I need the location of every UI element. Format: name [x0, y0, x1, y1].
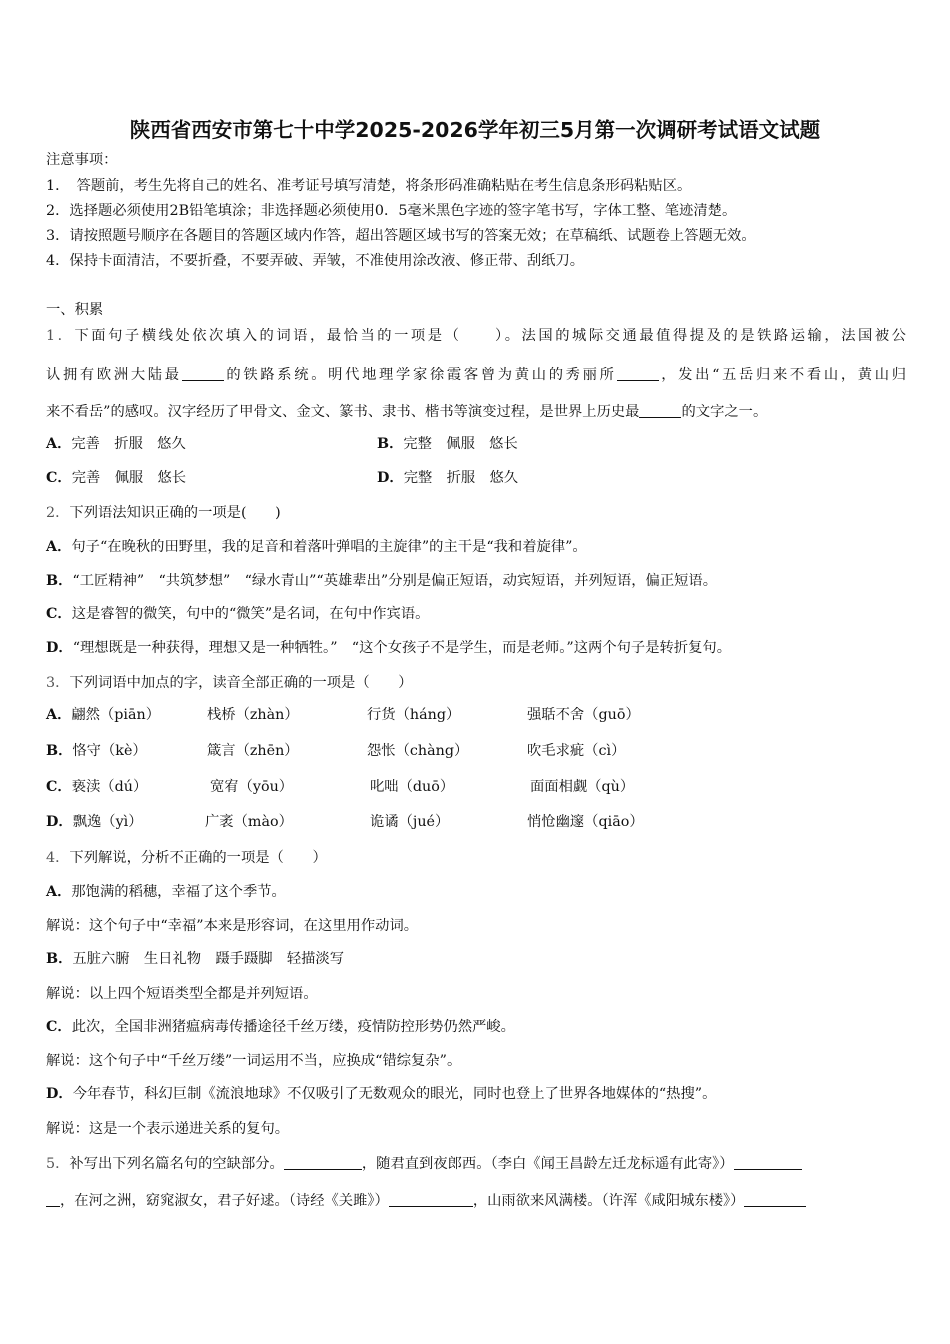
- question-text: 下列词语中加点的字，读音全部正确的一项是（ ）: [69, 675, 413, 691]
- option-a[interactable]: [46, 436, 186, 453]
- option-word: 吹毛求疵（cì）: [527, 743, 626, 759]
- option-text: 这是睿智的微笑，句中的“微笑”是名词，在句中作宾语。: [71, 606, 430, 622]
- option-text: “工匠精神” “共筑梦想” “绿水青山”“英雄辈出”分别是偏正短语，动宾短语，并列短语，偏正短语。: [72, 573, 718, 589]
- question-number: 2．: [46, 505, 70, 521]
- option-word: 恪守（kè）: [72, 743, 147, 759]
- answer-blank[interactable]: [639, 403, 681, 418]
- option-word: 悄怆幽邃（qiāo）: [527, 814, 644, 830]
- explanation: 解说：以上四个短语类型全都是并列短语。: [46, 986, 318, 1002]
- question-text: ，山雨欲来风满楼。（许浑《咸阳城东楼》）: [472, 1193, 745, 1209]
- explanation: 解说：这个句子中“千丝万缕”一词运用不当，应换成“错综复杂”。: [46, 1053, 462, 1069]
- option-key: B．: [377, 436, 404, 452]
- question-number: 3．: [46, 675, 70, 691]
- question-text: ，在河之洲，窈窕淑女，君子好逑。（诗经《关雎》）: [60, 1193, 389, 1209]
- page-title: 陕西省西安市第七十中学2025-2026学年初三5月第一次调研考试语文试题: [129, 118, 821, 142]
- question-number: 1．: [46, 328, 75, 344]
- option-key: C．: [46, 470, 72, 486]
- explanation: 解说：这个句子中“幸福”本来是形容词，在这里用作动词。: [46, 918, 419, 934]
- notice-item: 1． 答题前，考生先将自己的姓名、准考证号填写清楚，将条形码准确粘贴在考生信息条形码粘贴区。: [46, 178, 692, 194]
- option-word: 亵渎（dú）: [71, 779, 148, 795]
- option-text: 今年春节，科幻巨制《流浪地球》不仅吸引了无数观众的眼光，同时也登上了世界各地媒体的“热搜”。: [72, 1086, 717, 1102]
- option-key: D．: [377, 470, 404, 486]
- option-c[interactable]: [46, 606, 429, 623]
- answer-blank[interactable]: [734, 1155, 802, 1170]
- answer-blank[interactable]: [617, 366, 659, 381]
- option-word: 栈桥（zhàn）: [207, 707, 299, 723]
- option-b[interactable]: [46, 951, 344, 968]
- question-text: 下面句子横线处依次填入的词语，最恰当的一项是（ ）。法国的城际交通最值得提及的是铁路运输，法国被公: [74, 328, 906, 344]
- option-key: A．: [46, 436, 72, 452]
- answer-blank[interactable]: [182, 366, 224, 381]
- question-number: 5．: [46, 1156, 70, 1172]
- question-1-line-3: [46, 403, 767, 421]
- option-text: 完善 折服 悠久: [71, 436, 186, 452]
- notice-item: 3．请按照题号顺序在各题目的答题区域内作答，超出答题区域书写的答案无效；在草稿纸、试题卷上答题无效。: [46, 228, 756, 244]
- option-key: B．: [46, 573, 73, 589]
- option-d[interactable]: [46, 814, 143, 831]
- option-word: 面面相觑（qù）: [530, 779, 635, 795]
- question-1-line-1: [46, 328, 906, 345]
- option-text: 那饱满的稻穗，幸福了这个季节。: [71, 884, 286, 900]
- option-c[interactable]: [46, 470, 186, 487]
- option-word: 强聒不舍（guō）: [527, 707, 640, 723]
- option-text: 完善 佩服 悠长: [71, 470, 187, 486]
- question-text: ，发出“五岳归来不看山，黄山归: [658, 367, 907, 383]
- question-3-stem: [46, 675, 413, 692]
- option-key: A．: [46, 884, 72, 900]
- option-word: 怨怅（chàng）: [367, 743, 469, 759]
- question-5-line-1: [46, 1155, 802, 1173]
- option-key: D．: [46, 814, 73, 830]
- option-word: 广袤（mào）: [205, 814, 293, 830]
- option-word: 箴言（zhēn）: [207, 743, 299, 759]
- option-c[interactable]: [46, 1019, 515, 1036]
- explanation: 解说：这是一个表示递进关系的复句。: [46, 1121, 290, 1137]
- option-a[interactable]: [46, 707, 160, 724]
- option-c[interactable]: [46, 779, 147, 796]
- question-2-stem: [46, 505, 281, 522]
- question-text: 的文字之一。: [681, 404, 768, 420]
- option-key: C．: [46, 606, 72, 622]
- question-1-line-2: [46, 366, 906, 384]
- option-key: B．: [46, 951, 73, 967]
- option-key: C．: [46, 1019, 72, 1035]
- question-text: 下列语法知识正确的一项是( ): [69, 505, 281, 521]
- option-b[interactable]: [46, 573, 717, 590]
- question-text: 认拥有欧洲大陆最: [46, 367, 182, 383]
- option-a[interactable]: [46, 884, 286, 901]
- question-text: 来不看岳”的感叹。汉字经历了甲骨文、金文、篆书、隶书、楷书等演变过程，是世界上历史最: [46, 404, 640, 420]
- option-word: 诡谲（jué）: [370, 814, 450, 830]
- answer-blank[interactable]: [284, 1155, 362, 1170]
- question-text: 补写出下列名篇名句的空缺部分。: [69, 1156, 284, 1172]
- notice-heading: 注意事项：: [46, 152, 118, 168]
- notice-item: 4．保持卡面清洁，不要折叠，不要弄破、弄皱，不准使用涂改液、修正带、刮纸刀。: [46, 253, 585, 269]
- answer-blank[interactable]: [744, 1192, 806, 1207]
- option-b[interactable]: [377, 436, 518, 453]
- option-d[interactable]: [46, 640, 731, 657]
- option-key: D．: [46, 1086, 73, 1102]
- question-number: 4．: [46, 850, 70, 866]
- question-text: ，随君直到夜郎西。（李白《闻王昌龄左迁龙标遥有此寄》）: [361, 1156, 734, 1172]
- answer-blank[interactable]: [46, 1192, 60, 1207]
- option-key: A．: [46, 707, 72, 723]
- option-text: 句子“在晚秋的田野里，我的足音和着落叶弹唱的主旋律”的主干是“我和着旋律”。: [71, 539, 587, 555]
- option-key: A．: [46, 539, 72, 555]
- option-key: B．: [46, 743, 73, 759]
- option-d[interactable]: [46, 1086, 716, 1103]
- option-key: C．: [46, 779, 72, 795]
- option-text: 五脏六腑 生日礼物 蹑手蹑脚 轻描淡写: [72, 951, 345, 967]
- option-a[interactable]: [46, 539, 587, 556]
- notice-item: 2．选择题必须使用2B铅笔填涂；非选择题必须使用0．5毫米黑色字迹的签字笔书写，字体工整、笔迹清楚。: [46, 203, 737, 219]
- section-heading: 一、积累: [46, 302, 104, 318]
- option-word: 宽宥（yōu）: [210, 779, 294, 795]
- option-key: D．: [46, 640, 73, 656]
- option-b[interactable]: [46, 743, 147, 760]
- option-text: 完整 折服 悠久: [403, 470, 519, 486]
- question-5-line-2: [46, 1192, 806, 1210]
- answer-blank[interactable]: [389, 1192, 473, 1207]
- question-4-stem: [46, 850, 327, 867]
- option-word: 翩然（piān）: [71, 707, 161, 723]
- question-text: 下列解说，分析不正确的一项是（ ）: [69, 850, 327, 866]
- option-text: 完整 佩服 悠长: [403, 436, 518, 452]
- option-text: “理想既是一种获得，理想又是一种牺牲。” “这个女孩子不是学生，而是老师。”这两个句子是转折复句。: [72, 640, 731, 656]
- question-text: 的铁路系统。明代地理学家徐霞客曾为黄山的秀丽所: [223, 367, 617, 383]
- option-word: 飘逸（yì）: [72, 814, 143, 830]
- option-d[interactable]: [377, 470, 518, 487]
- option-word: 叱咄（duō）: [370, 779, 455, 795]
- option-text: 此次，全国非洲猪瘟病毒传播途径千丝万缕，疫情防控形势仍然严峻。: [71, 1019, 515, 1035]
- option-word: 行货（háng）: [367, 707, 461, 723]
